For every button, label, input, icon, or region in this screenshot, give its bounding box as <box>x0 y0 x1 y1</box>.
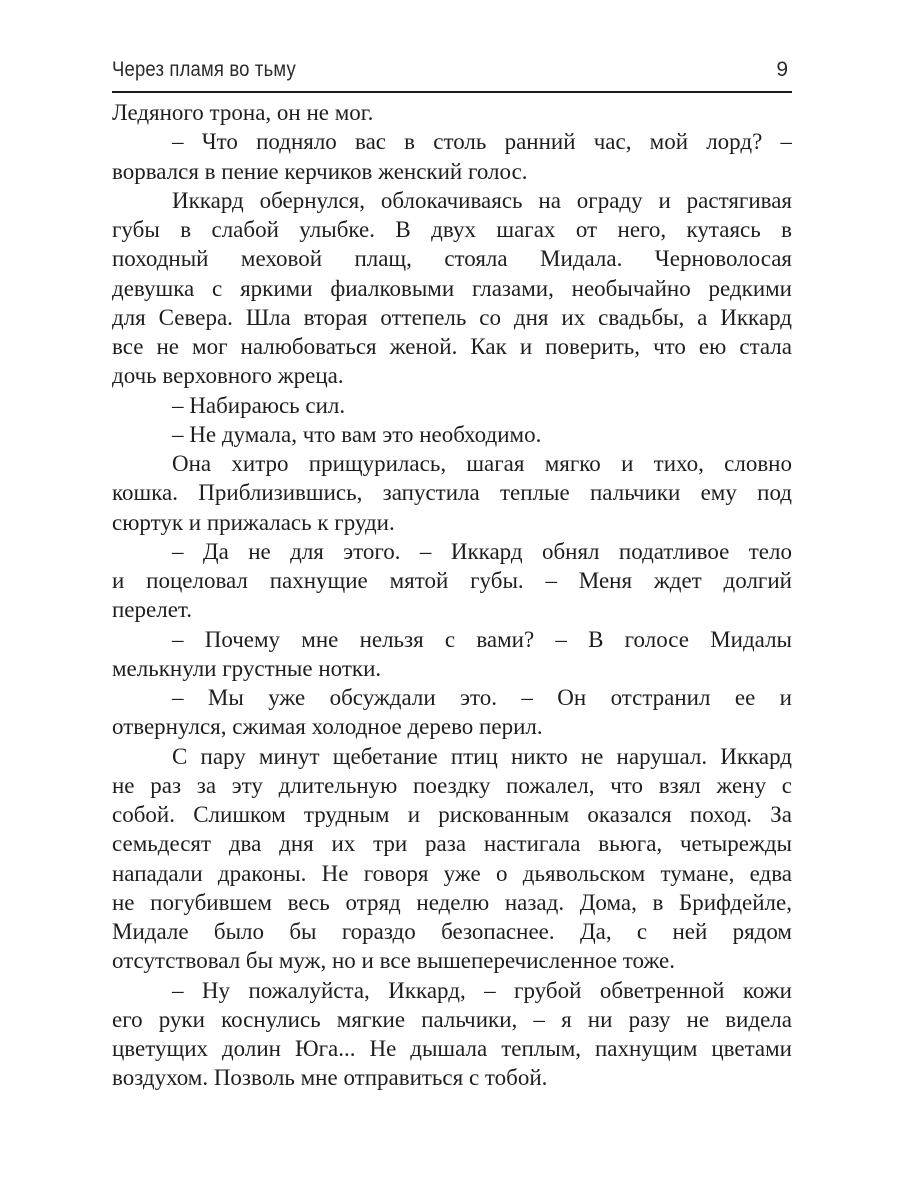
text-line: – Почему мне нельзя с вами? – В голосе Мидалы <box>172 626 792 652</box>
text-line: его руки коснулись мягкие пальчики, – я ни разу не видела <box>112 1006 792 1032</box>
text-line: для Севера. Шла вторая оттепель со дня их свадьбы, а Иккард <box>112 304 792 330</box>
text-line: цветущих долин Юга... Не дышала теплым, пахнущим цветами <box>112 1036 792 1061</box>
text-line: перелет. <box>112 597 192 623</box>
text-line: – Набираюсь сил. <box>172 392 346 418</box>
text-line: – Мы уже обсуждали это. – Он отстранил ее и <box>172 685 792 710</box>
body-text <box>112 98 792 1093</box>
text-line: губы в слабой улыбке. В двух шагах от него, кутаясь в <box>112 217 792 242</box>
text-line: С пару минут щебетание птиц никто не нарушал. Иккард <box>172 743 792 769</box>
text-line: ворвался в пение керчиков женский голос. <box>112 158 528 184</box>
text-line: сюртук и прижалась к груди. <box>112 509 395 535</box>
text-line: Ледяного трона, он не мог. <box>112 100 374 125</box>
text-line: семьдесят два дня их три раза настигала вьюга, четырежды <box>112 831 792 857</box>
text-line: кошка. Приблизившись, запустила теплые пальчики ему под <box>112 480 792 506</box>
running-title: Через пламя во тьму <box>112 58 296 81</box>
text-line: мелькнули грустные нотки. <box>112 655 382 681</box>
text-line: нападали драконы. Не говоря уже о дьявольском тумане, едва <box>112 860 792 886</box>
text-line: собой. Слишком трудным и рискованным оказался поход. За <box>112 802 792 827</box>
page-number: 9 <box>776 58 788 81</box>
text-line: отвернулся, сжимая холодное дерево перил. <box>112 714 543 740</box>
text-line: и поцеловал пахнущие мятой губы. – Меня ждет долгий <box>112 568 792 593</box>
text-line: Мидале было бы гораздо безопаснее. Да, с ней рядом <box>112 919 792 944</box>
text-line: не раз за эту длительную поездку пожалел, что взял жену с <box>112 772 792 798</box>
text-line: – Что подняло вас в столь ранний час, мой лорд? – <box>172 129 792 155</box>
text-line: Иккард обернулся, облокачиваясь на ограду и растягивая <box>172 187 792 213</box>
text-line: воздухом. Позволь мне отправиться с тобой. <box>112 1065 548 1091</box>
text-line: не погубившем весь отряд неделю назад. Дома, в Брифдейле, <box>112 889 792 915</box>
text-line: – Не думала, что вам это необходимо. <box>172 421 542 447</box>
text-line: походный меховой плащ, стояла Мидала. Черноволосая <box>112 246 792 272</box>
text-line: все не мог налюбоваться женой. Как и поверить, что ею стала <box>112 334 792 359</box>
text-line: дочь верховного жреца. <box>112 363 344 389</box>
text-line: девушка с яркими фиалковыми глазами, необычайно редкими <box>112 275 792 301</box>
text-line: – Ну пожалуйста, Иккард, – грубой обветренной кожи <box>172 977 792 1003</box>
page-header <box>112 56 792 86</box>
text-line: отсутствовал бы муж, но и все вышеперечисленное тоже. <box>112 948 675 974</box>
text-line: Она хитро прищурилась, шагая мягко и тихо, словно <box>172 451 792 476</box>
header-rule <box>112 91 792 93</box>
text-line: – Да не для этого. – Иккард обнял податливое тело <box>172 538 792 564</box>
